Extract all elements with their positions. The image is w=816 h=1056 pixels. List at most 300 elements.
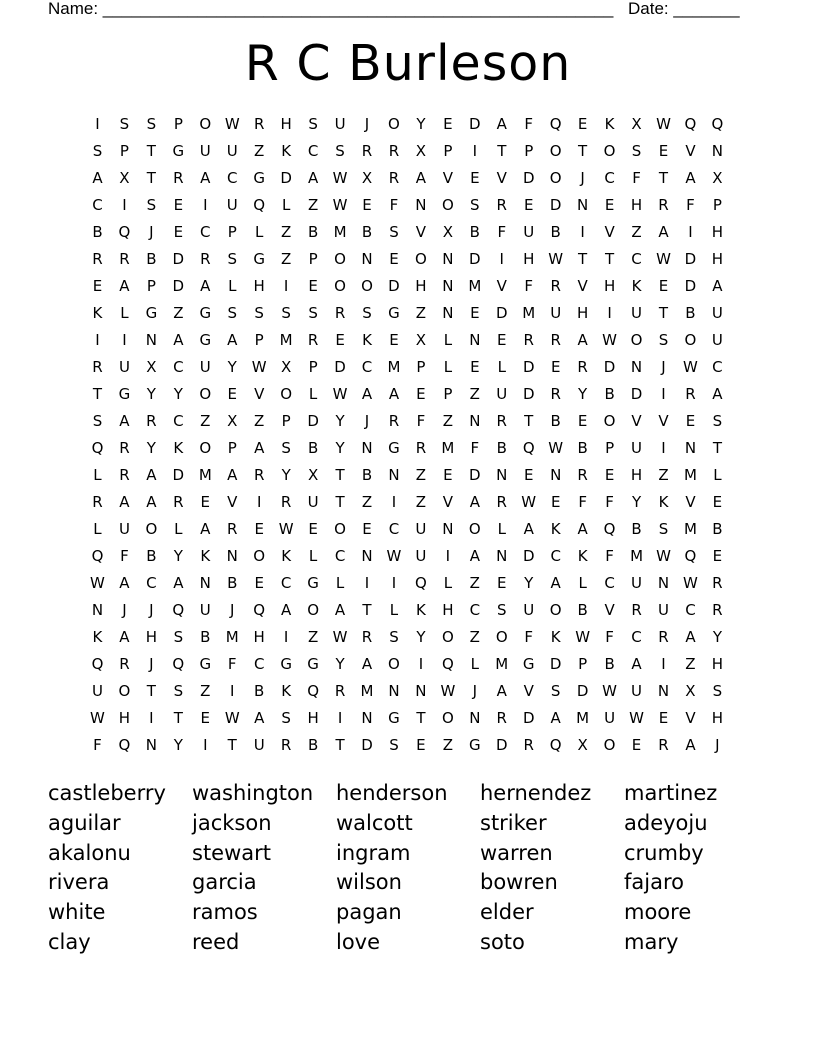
grid-cell: A <box>227 331 238 349</box>
grid-cell: P <box>281 412 291 430</box>
grid-cell: K <box>281 682 292 700</box>
grid-cell: E <box>604 196 615 214</box>
grid-cell: O <box>684 331 697 349</box>
grid-cell: I <box>499 250 504 268</box>
grid-cell: P <box>443 142 453 160</box>
grid-cell: W <box>90 709 105 727</box>
grid-cell: S <box>389 628 399 646</box>
grid-cell: C <box>92 196 103 214</box>
grid-cell: I <box>472 142 478 160</box>
grid-cell: Q <box>91 439 104 457</box>
grid-cell: H <box>630 466 643 484</box>
grid-cell: X <box>119 169 130 187</box>
grid-cell: N <box>469 412 481 430</box>
grid-cell: Y <box>173 385 183 403</box>
grid-cell: Z <box>173 304 184 322</box>
grid-cell: H <box>630 196 643 214</box>
grid-cell: M <box>333 223 347 241</box>
grid-cell: U <box>631 304 643 322</box>
grid-cell: R <box>658 196 669 214</box>
grid-cell: R <box>361 628 373 646</box>
grid-cell: D <box>522 358 535 376</box>
grid-cell: B <box>254 682 265 700</box>
grid-cell: C <box>631 250 642 268</box>
grid-cell: V <box>604 601 615 619</box>
grid-cell: K <box>658 493 669 511</box>
grid-cell: Y <box>146 439 156 457</box>
grid-cell: R <box>119 250 130 268</box>
grid-cell: T <box>146 169 156 187</box>
grid-cell: A <box>200 277 211 295</box>
grid-cell: S <box>658 331 669 349</box>
grid-cell: A <box>685 628 696 646</box>
grid-cell: N <box>145 736 157 754</box>
grid-cell: T <box>173 709 183 727</box>
grid-cell: J <box>472 682 478 700</box>
word-list-item: warren <box>480 840 553 865</box>
grid-cell: L <box>713 466 722 484</box>
grid-cell: F <box>470 439 480 457</box>
grid-cell: Q <box>684 547 697 565</box>
grid-cell: M <box>279 331 293 349</box>
grid-cell: Y <box>335 439 345 457</box>
grid-cell: O <box>495 628 508 646</box>
word-list-item: walcott <box>336 810 413 835</box>
grid-cell: S <box>497 601 507 619</box>
grid-cell: R <box>685 385 696 403</box>
grid-cell: G <box>172 142 185 160</box>
grid-cell: A <box>200 520 211 538</box>
grid-cell: R <box>712 574 723 592</box>
grid-cell: I <box>122 331 127 349</box>
grid-cell: O <box>603 736 616 754</box>
grid-cell: U <box>199 142 211 160</box>
grid-cell: R <box>119 439 130 457</box>
grid-cell: U <box>199 601 211 619</box>
grid-cell: B <box>361 466 373 484</box>
grid-cell: L <box>281 196 291 214</box>
word-list-item: henderson <box>336 781 448 805</box>
grid-cell: I <box>364 574 370 592</box>
grid-cell: T <box>578 250 588 268</box>
grid-cell: A <box>119 412 130 430</box>
grid-cell: E <box>712 493 723 511</box>
grid-cell: Y <box>146 385 156 403</box>
grid-cell: Z <box>685 655 696 673</box>
grid-cell: V <box>685 709 696 727</box>
grid-cell: Q <box>91 547 104 565</box>
grid-cell: W <box>332 169 348 187</box>
grid-cell: K <box>173 439 184 457</box>
grid-cell: X <box>227 412 238 430</box>
grid-cell: A <box>254 439 265 457</box>
grid-cell: R <box>334 682 346 700</box>
grid-cell: A <box>146 466 157 484</box>
word-list-item: garcia <box>192 870 257 895</box>
grid-cell: G <box>388 439 400 457</box>
grid-cell: R <box>280 493 292 511</box>
grid-cell: U <box>118 358 130 376</box>
grid-cell: Z <box>200 412 211 430</box>
grid-cell: D <box>522 169 535 187</box>
grid-cell: B <box>307 223 319 241</box>
grid-cell: S <box>658 520 669 538</box>
grid-cell: F <box>686 196 695 214</box>
grid-cell: U <box>631 439 643 457</box>
grid-cell: A <box>496 682 507 700</box>
grid-cell: J <box>149 601 154 619</box>
grid-cell: W <box>683 574 698 592</box>
grid-cell: A <box>119 574 130 592</box>
word-list-item: adeyoju <box>624 810 708 835</box>
grid-cell: H <box>523 250 535 268</box>
grid-cell: P <box>254 331 264 349</box>
grid-cell: S <box>712 682 723 700</box>
grid-cell: A <box>550 709 561 727</box>
grid-cell: G <box>199 331 212 349</box>
grid-cell: T <box>416 709 426 727</box>
grid-cell: R <box>92 493 103 511</box>
grid-cell: Z <box>307 628 319 646</box>
grid-cell: M <box>522 304 536 322</box>
grid-cell: D <box>522 385 535 403</box>
grid-cell: C <box>200 223 211 241</box>
word-list-item: elder <box>480 900 534 925</box>
grid-cell: J <box>715 736 720 754</box>
grid-cell: O <box>415 250 427 268</box>
grid-cell: D <box>361 736 373 754</box>
grid-cell: W <box>548 439 564 457</box>
grid-cell: N <box>657 682 670 700</box>
word-list <box>48 779 768 958</box>
grid-cell: K <box>92 628 103 646</box>
grid-cell: K <box>550 628 561 646</box>
grid-cell: S <box>92 142 103 160</box>
grid-cell: B <box>712 520 723 538</box>
grid-cell: O <box>549 601 562 619</box>
grid-cell: W <box>90 574 105 592</box>
grid-cell: S <box>146 115 157 133</box>
grid-cell: V <box>685 142 696 160</box>
grid-cell: P <box>119 142 129 160</box>
grid-cell: B <box>92 223 103 241</box>
grid-cell: O <box>441 709 454 727</box>
grid-cell: S <box>308 115 318 133</box>
grid-cell: E <box>470 358 480 376</box>
grid-cell: C <box>604 169 615 187</box>
grid-cell: Y <box>335 655 345 673</box>
grid-cell: Q <box>549 115 562 133</box>
grid-cell: W <box>251 358 267 376</box>
grid-cell: S <box>308 304 318 322</box>
grid-cell: Q <box>253 196 266 214</box>
grid-cell: S <box>146 196 157 214</box>
grid-cell: X <box>415 331 427 349</box>
grid-cell: L <box>578 574 587 592</box>
grid-cell: Y <box>631 493 642 511</box>
grid-cell: E <box>470 169 480 187</box>
grid-cell: J <box>149 655 154 673</box>
grid-cell: H <box>603 277 616 295</box>
grid-cell: H <box>145 628 158 646</box>
grid-cell: Y <box>335 412 345 430</box>
grid-cell: J <box>364 115 370 133</box>
grid-cell: C <box>280 574 292 592</box>
grid-cell: E <box>577 115 588 133</box>
grid-cell: Z <box>254 142 265 160</box>
grid-cell: J <box>122 601 127 619</box>
grid-cell: N <box>145 331 157 349</box>
grid-cell: Q <box>711 115 724 133</box>
grid-cell: Q <box>603 520 616 538</box>
grid-cell: N <box>684 439 697 457</box>
grid-cell: Z <box>254 412 265 430</box>
grid-cell: U <box>91 682 103 700</box>
grid-cell: U <box>550 304 562 322</box>
word-list-item: love <box>336 929 381 954</box>
grid-cell: V <box>523 682 534 700</box>
grid-cell: E <box>254 574 264 592</box>
grid-cell: F <box>605 547 614 565</box>
grid-cell: I <box>256 493 262 511</box>
grid-cell: T <box>605 250 615 268</box>
grid-cell: I <box>203 736 208 754</box>
grid-cell: R <box>658 628 669 646</box>
grid-cell: Z <box>307 196 319 214</box>
grid-cell: K <box>281 142 292 160</box>
grid-cell: E <box>308 277 318 295</box>
grid-cell: R <box>577 466 588 484</box>
grid-cell: G <box>388 304 400 322</box>
grid-cell: R <box>388 169 400 187</box>
grid-cell: E <box>173 223 184 241</box>
grid-cell: E <box>577 412 588 430</box>
grid-cell: A <box>200 169 211 187</box>
grid-cell: D <box>172 277 185 295</box>
grid-cell: A <box>577 331 588 349</box>
grid-cell: E <box>200 709 211 727</box>
grid-cell: D <box>307 412 319 430</box>
grid-cell: Y <box>712 628 722 646</box>
grid-cell: N <box>442 250 454 268</box>
word-list-item: jackson <box>192 810 272 835</box>
grid-cell: S <box>254 304 264 322</box>
grid-cell: P <box>712 196 722 214</box>
grid-cell: R <box>334 304 346 322</box>
grid-cell: R <box>550 385 561 403</box>
word-list-item: stewart <box>192 840 272 865</box>
grid-cell: A <box>173 331 184 349</box>
grid-cell: E <box>685 412 696 430</box>
word-list-item: mary <box>624 929 679 954</box>
grid-cell: C <box>361 358 373 376</box>
grid-cell: K <box>200 547 211 565</box>
grid-cell: O <box>603 412 616 430</box>
grid-cell: A <box>469 547 480 565</box>
grid-cell: I <box>283 628 289 646</box>
grid-cell: K <box>415 601 426 619</box>
grid-cell: D <box>603 358 616 376</box>
grid-cell: D <box>522 709 535 727</box>
grid-cell: O <box>361 277 373 295</box>
grid-cell: R <box>496 412 507 430</box>
grid-cell: C <box>712 358 723 376</box>
grid-cell: N <box>199 574 211 592</box>
grid-cell: X <box>631 115 642 133</box>
word-list-item: hernendez <box>480 781 592 805</box>
grid-cell: R <box>92 250 103 268</box>
grid-cell: D <box>280 169 292 187</box>
grid-cell: A <box>361 385 373 403</box>
grid-cell: R <box>361 142 373 160</box>
grid-cell: O <box>199 115 212 133</box>
grid-cell: W <box>656 250 671 268</box>
grid-cell: W <box>386 547 402 565</box>
grid-cell: Z <box>200 682 211 700</box>
grid-cell: K <box>550 520 561 538</box>
word-list-item: bowren <box>480 870 558 895</box>
grid-cell: A <box>254 709 265 727</box>
grid-cell: F <box>605 628 614 646</box>
word-list-item: reed <box>192 929 240 954</box>
grid-cell: P <box>416 358 426 376</box>
grid-cell: R <box>280 736 292 754</box>
grid-cell: W <box>278 520 294 538</box>
grid-cell: Z <box>469 574 480 592</box>
grid-cell: Z <box>361 493 373 511</box>
grid-cell: Q <box>307 682 319 700</box>
grid-cell: A <box>146 493 157 511</box>
grid-cell: V <box>658 412 669 430</box>
grid-cell: F <box>605 493 614 511</box>
grid-cell: R <box>577 358 588 376</box>
grid-cell: S <box>281 439 291 457</box>
grid-cell: E <box>200 493 211 511</box>
grid-cell: D <box>549 655 562 673</box>
grid-cell: R <box>415 439 427 457</box>
grid-cell: X <box>281 358 292 376</box>
grid-cell: U <box>604 709 616 727</box>
grid-cell: K <box>362 331 372 349</box>
grid-cell: Y <box>416 628 426 646</box>
grid-cell: W <box>602 331 617 349</box>
grid-cell: T <box>578 142 588 160</box>
grid-cell: P <box>173 115 183 133</box>
grid-cell: D <box>172 466 185 484</box>
grid-cell: D <box>684 277 697 295</box>
grid-cell: U <box>307 493 319 511</box>
grid-cell: S <box>281 304 291 322</box>
grid-cell: N <box>226 547 238 565</box>
word-list-item: moore <box>624 900 692 925</box>
grid-cell: M <box>387 358 401 376</box>
grid-cell: Y <box>578 385 588 403</box>
grid-cell: I <box>203 196 208 214</box>
grid-cell: W <box>332 196 348 214</box>
grid-cell: S <box>227 304 237 322</box>
grid-cell: B <box>227 574 238 592</box>
grid-cell: M <box>683 466 697 484</box>
grid-cell: S <box>712 412 723 430</box>
grid-cell: L <box>443 574 453 592</box>
word-list-item: fajaro <box>624 870 684 895</box>
grid-cell: E <box>523 196 534 214</box>
grid-cell: A <box>307 169 319 187</box>
grid-cell: I <box>661 655 666 673</box>
grid-cell: B <box>307 439 319 457</box>
grid-cell: Q <box>91 655 104 673</box>
grid-cell: C <box>604 574 615 592</box>
grid-cell: B <box>685 304 696 322</box>
grid-cell: R <box>119 655 130 673</box>
grid-cell: Q <box>415 574 427 592</box>
grid-cell: A <box>119 277 130 295</box>
word-list-item: white <box>48 900 106 925</box>
grid-cell: V <box>227 493 238 511</box>
grid-cell: D <box>172 250 185 268</box>
grid-cell: H <box>711 223 724 241</box>
grid-cell: G <box>199 304 212 322</box>
grid-cell: K <box>577 547 588 565</box>
grid-cell: V <box>604 223 615 241</box>
grid-cell: F <box>416 412 426 430</box>
grid-cell: I <box>418 655 424 673</box>
grid-cell: W <box>332 628 348 646</box>
grid-cell: N <box>415 196 427 214</box>
grid-cell: X <box>442 223 453 241</box>
grid-cell: W <box>521 493 537 511</box>
grid-cell: A <box>227 466 238 484</box>
grid-cell: B <box>631 520 642 538</box>
word-list-item: akalonu <box>48 840 131 865</box>
grid-cell: H <box>576 304 589 322</box>
grid-cell: E <box>254 520 264 538</box>
grid-cell: N <box>630 358 643 376</box>
grid-cell: N <box>361 547 373 565</box>
grid-cell: P <box>605 439 615 457</box>
grid-cell: A <box>415 169 427 187</box>
grid-cell: P <box>146 277 156 295</box>
grid-cell: I <box>391 574 397 592</box>
grid-cell: M <box>198 466 212 484</box>
grid-cell: T <box>227 736 237 754</box>
grid-cell: S <box>227 250 237 268</box>
grid-cell: X <box>712 169 723 187</box>
grid-cell: H <box>307 709 319 727</box>
word-list-item: wilson <box>336 870 402 895</box>
grid-cell: O <box>549 142 562 160</box>
grid-cell: Z <box>281 223 292 241</box>
grid-cell: V <box>577 277 588 295</box>
word-list-item: aguilar <box>48 810 121 835</box>
grid-cell: H <box>415 277 427 295</box>
grid-cell: S <box>362 304 372 322</box>
grid-cell: P <box>227 223 237 241</box>
grid-cell: M <box>630 547 644 565</box>
grid-cell: C <box>550 547 561 565</box>
grid-cell: Q <box>549 736 562 754</box>
grid-cell: E <box>712 547 723 565</box>
grid-cell: R <box>523 331 534 349</box>
grid-cell: N <box>415 682 427 700</box>
grid-cell: D <box>576 682 589 700</box>
grid-cell: J <box>580 169 585 187</box>
grid-cell: N <box>442 520 454 538</box>
grid-cell: G <box>307 655 319 673</box>
word-list-item: ramos <box>192 900 258 925</box>
grid-cell: O <box>388 655 400 673</box>
grid-cell: B <box>577 601 588 619</box>
